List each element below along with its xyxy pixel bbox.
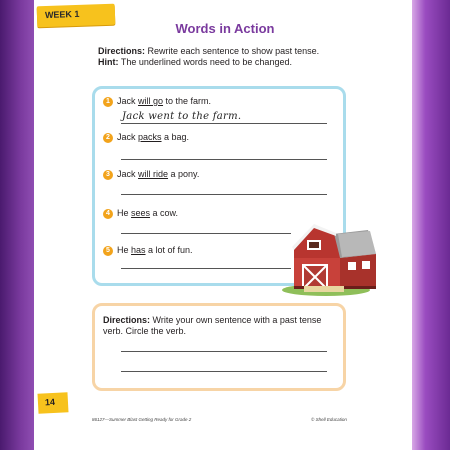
- directions-label: Directions:: [98, 46, 146, 56]
- hint-text: The underlined words need to be changed.: [118, 57, 292, 67]
- answer-line-4[interactable]: [121, 233, 291, 234]
- sentence-text: a lot of fun.: [145, 245, 193, 255]
- right-purple-band: [412, 0, 450, 450]
- own-sentence-line-2[interactable]: [121, 371, 327, 372]
- directions-2: [103, 315, 333, 337]
- hint-label: Hint:: [98, 57, 119, 67]
- underlined-verb: sees: [131, 208, 151, 218]
- item-number-badge: 3: [103, 170, 113, 180]
- answer-line-1[interactable]: [121, 123, 327, 124]
- own-sentence-line-1[interactable]: [121, 351, 327, 352]
- directions-text: Rewrite each sentence to show past tense.: [145, 46, 320, 56]
- sentence-text: Jack: [117, 169, 139, 179]
- sentence-text: a pony.: [168, 169, 200, 179]
- directions-label: Directions:: [103, 315, 151, 325]
- sentence-text: a cow.: [150, 208, 179, 218]
- page-number-tag: [37, 392, 68, 414]
- directions: [98, 46, 319, 68]
- answer-line-3[interactable]: [121, 194, 327, 195]
- exercise-item-1: [103, 95, 211, 107]
- sentence-text: He: [117, 208, 132, 218]
- exercise-item-2: [103, 131, 189, 143]
- sentence-text: to the farm.: [163, 96, 212, 106]
- exercise-item-5: [103, 244, 193, 256]
- underlined-verb: has: [131, 245, 146, 255]
- underlined-verb: will ride: [138, 169, 169, 179]
- item-number-badge: 4: [103, 209, 113, 219]
- footer-copyright: © Shell Education: [311, 417, 347, 422]
- sentence-text: Jack: [117, 132, 139, 142]
- barn-illustration: [278, 220, 378, 298]
- exercise-item-4: [103, 207, 178, 219]
- footer-book-title: 86127—Summer Blast Getting Ready for Grade 2: [92, 417, 192, 422]
- item-number-badge: 5: [103, 246, 113, 256]
- answer-line-2[interactable]: [121, 159, 327, 160]
- week-label: WEEK 1: [44, 8, 80, 21]
- page-number: 14: [44, 396, 56, 408]
- item-number-badge: 1: [103, 97, 113, 107]
- underlined-verb: will go: [138, 96, 164, 106]
- directions-text: Write your own sentence with a past tense verb. Circle the verb.: [103, 315, 322, 336]
- sentence-text: a bag.: [161, 132, 190, 142]
- sentence-text: He: [117, 245, 132, 255]
- item-number-badge: 2: [103, 133, 113, 143]
- underlined-verb: packs: [138, 132, 162, 142]
- page-title: Words in Action: [175, 21, 275, 36]
- sentence-text: Jack: [117, 96, 139, 106]
- answer-line-5[interactable]: [121, 268, 291, 269]
- exercise-item-3: [103, 168, 199, 180]
- handwritten-answer: Jack went to the farm.: [122, 111, 242, 122]
